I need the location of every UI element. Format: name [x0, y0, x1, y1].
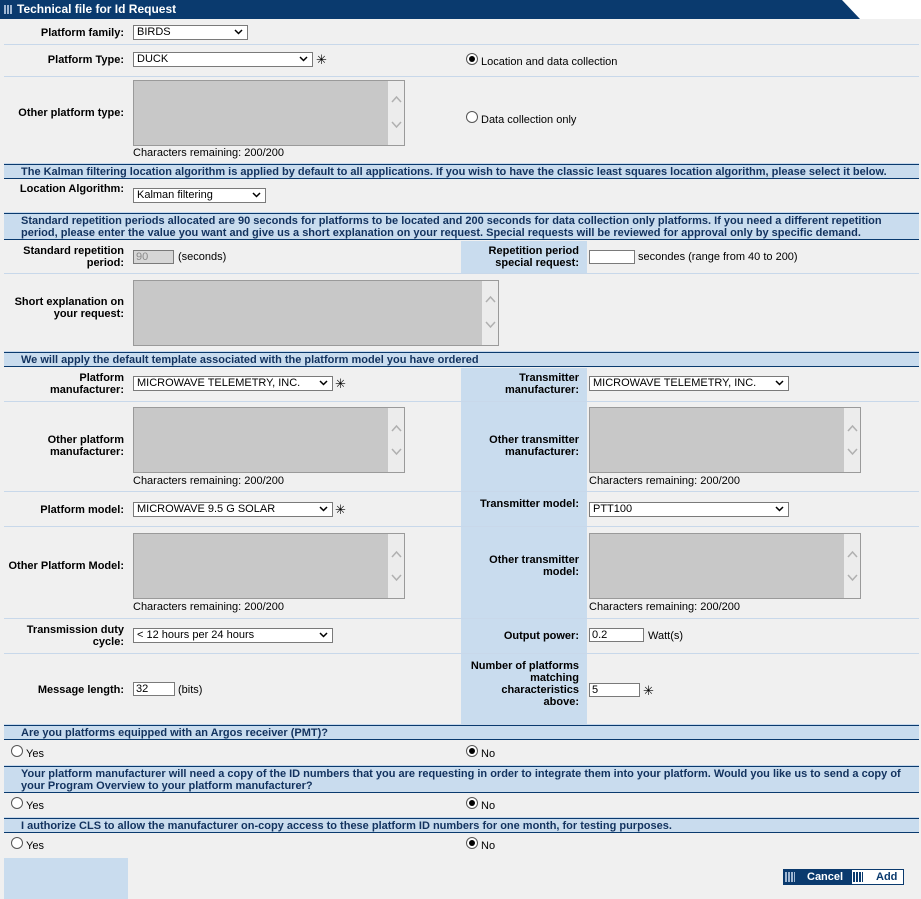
add-button[interactable]: [851, 869, 904, 885]
platform-model-value: MICROWAVE 9.5 G SOLAR: [137, 503, 276, 515]
location-data-radio[interactable]: [466, 53, 478, 65]
chevron-down-icon: [252, 190, 261, 199]
transmitter-model-value: PTT100: [593, 503, 633, 515]
chevron-up-icon: [391, 550, 402, 558]
chevron-down-icon: [319, 378, 328, 387]
authorize-yes-label: Yes: [26, 840, 44, 852]
pmt-yes-radio[interactable]: [11, 745, 23, 757]
row-pmt-answer: [4, 741, 919, 766]
other-platform-type-label: Other platform type:: [18, 107, 124, 119]
platform-model-select[interactable]: [133, 502, 333, 517]
pmt-info-band: Are you platforms equipped with an Argos receiver (PMT)?: [4, 725, 919, 740]
platform-type-value: DUCK: [137, 53, 169, 65]
location-algorithm-label: Location Algorithm:: [19, 183, 124, 195]
message-length-input[interactable]: 32: [133, 682, 175, 696]
location-algorithm-select[interactable]: [133, 188, 266, 203]
chevron-down-icon: [391, 121, 402, 129]
window-titlebar: [0, 0, 921, 19]
grid-icon: [785, 872, 795, 882]
cancel-button-label: Cancel: [807, 871, 844, 883]
platform-family-select[interactable]: [133, 25, 248, 40]
output-power-input[interactable]: 0.2: [589, 628, 644, 642]
num-platforms-label: Number of platforms matching characteristics above:: [470, 660, 579, 708]
chevron-down-icon: [391, 574, 402, 582]
platform-manufacturer-select[interactable]: [133, 376, 333, 391]
other-platform-type-textarea[interactable]: [133, 80, 405, 146]
other-platform-manufacturer-textarea[interactable]: [133, 407, 405, 473]
required-star-icon: ✳: [643, 683, 654, 698]
authorize-no-radio[interactable]: [466, 837, 478, 849]
special-rep-input[interactable]: [589, 250, 635, 264]
short-explanation-label: Short explanation on your request:: [14, 296, 124, 320]
duty-cycle-label: Transmission duty cycle:: [26, 624, 124, 648]
chevron-up-icon: [847, 424, 858, 432]
copy-yes-label: Yes: [26, 800, 44, 812]
short-explanation-textarea[interactable]: [133, 280, 499, 346]
data-only-radio[interactable]: [466, 111, 478, 123]
platform-manufacturer-label: Platform manufacturer:: [50, 372, 124, 396]
footer-left-cell: [4, 858, 128, 899]
chevron-down-icon: [847, 448, 858, 456]
scrollbar[interactable]: [482, 281, 498, 345]
transmitter-model-label: Transmitter model:: [479, 498, 579, 510]
chevron-down-icon: [485, 321, 496, 329]
required-star-icon: ✳: [335, 376, 346, 391]
scrollbar[interactable]: [388, 81, 404, 145]
other-platform-model-textarea[interactable]: [133, 533, 405, 599]
special-rep-label: Repetition period special request:: [488, 245, 579, 269]
copy-yes-radio[interactable]: [11, 797, 23, 809]
other-transmitter-model-textarea[interactable]: [589, 533, 861, 599]
location-data-label: Location and data collection: [481, 56, 618, 68]
other-platform-model-remaining: Characters remaining: 200/200: [133, 601, 285, 613]
chevron-down-icon: [391, 448, 402, 456]
chevron-down-icon: [775, 504, 784, 513]
other-platform-manufacturer-label: Other platform manufacturer:: [47, 434, 124, 458]
chevron-up-icon: [485, 295, 496, 303]
num-platforms-input[interactable]: 5: [589, 683, 640, 697]
message-length-unit: (bits): [178, 684, 203, 696]
other-platform-type-remaining: Characters remaining: 200/200: [133, 147, 285, 159]
special-rep-unit: secondes (range from 40 to 200): [638, 251, 798, 263]
chevron-down-icon: [775, 378, 784, 387]
scrollbar[interactable]: [844, 534, 860, 598]
pmt-no-label: No: [481, 748, 496, 760]
scrollbar[interactable]: [844, 408, 860, 472]
template-info-band: We will apply the default template associated with the platform model you have ordered: [4, 352, 919, 367]
output-power-unit: Watt(s): [648, 630, 684, 642]
platform-family-label: Platform family:: [40, 27, 124, 39]
cancel-button[interactable]: [783, 869, 851, 885]
duty-cycle-select[interactable]: [133, 628, 333, 643]
chevron-up-icon: [847, 550, 858, 558]
required-star-icon: ✳: [335, 502, 346, 517]
authorize-no-label: No: [481, 840, 496, 852]
scrollbar[interactable]: [388, 408, 404, 472]
other-platform-manufacturer-remaining: Characters remaining: 200/200: [133, 475, 285, 487]
other-transmitter-manufacturer-label: Other transmitter manufacturer:: [489, 434, 579, 458]
transmitter-manufacturer-value: MICROWAVE TELEMETRY, INC.: [593, 377, 757, 389]
copy-no-label: No: [481, 800, 496, 812]
add-button-label: Add: [876, 871, 898, 883]
chevron-down-icon: [847, 574, 858, 582]
platform-model-label: Platform model:: [40, 504, 124, 516]
chevron-down-icon: [234, 27, 243, 36]
standard-rep-unit: (seconds): [178, 251, 227, 263]
authorize-info-band: I authorize CLS to allow the manufacturer on-copy access to these platform ID numbers for one month, for testing purposes.: [4, 818, 919, 833]
authorize-yes-radio[interactable]: [11, 837, 23, 849]
platform-manufacturer-value: MICROWAVE TELEMETRY, INC.: [137, 377, 301, 389]
row-authorize-answer: [4, 834, 919, 857]
pmt-no-radio[interactable]: [466, 745, 478, 757]
chevron-down-icon: [319, 630, 328, 639]
kalman-info-band: The Kalman filtering location algorithm is applied by default to all applications. If you wish to have the classic least squares location algorithm, please select it below.: [4, 164, 919, 179]
location-algorithm-value: Kalman filtering: [137, 189, 213, 201]
required-star-icon: ✳: [316, 52, 327, 67]
transmitter-manufacturer-label: Transmitter manufacturer:: [505, 372, 579, 396]
other-platform-model-label: Other Platform Model:: [8, 560, 124, 572]
grid-icon: [853, 872, 863, 882]
data-only-label: Data collection only: [481, 114, 577, 126]
copy-no-radio[interactable]: [466, 797, 478, 809]
duty-cycle-value: < 12 hours per 24 hours: [137, 629, 255, 641]
pmt-yes-label: Yes: [26, 748, 44, 760]
row-copy-answer: [4, 794, 919, 818]
standard-rep-label: Standard repetition period:: [23, 245, 124, 269]
standard-rep-input: 90: [133, 250, 174, 264]
message-length-label: Message length:: [37, 684, 124, 696]
chevron-down-icon: [319, 504, 328, 513]
platform-type-label: Platform Type:: [47, 54, 124, 66]
platform-family-value: BIRDS: [137, 26, 171, 38]
transmitter-manufacturer-select[interactable]: [589, 376, 789, 391]
output-power-label: Output power:: [503, 630, 579, 642]
platform-type-select[interactable]: [133, 52, 313, 67]
transmitter-model-select[interactable]: [589, 502, 789, 517]
grid-icon: [4, 5, 13, 14]
other-transmitter-manufacturer-textarea[interactable]: [589, 407, 861, 473]
window-title: Technical file for Id Request: [17, 2, 177, 16]
repetition-info-band: Standard repetition periods allocated are 90 seconds for platforms to be located and 200 seconds for data collection only platforms. If you need a different repetition period, please enter the value you want and give us a short explanation on your request. Special requests will be reviewed for approval only by specific demand.: [4, 213, 919, 240]
chevron-up-icon: [391, 95, 402, 103]
chevron-down-icon: [299, 54, 308, 63]
copy-info-band: Your platform manufacturer will need a copy of the ID numbers that you are requesting in order to integrate them into your platform. Would you like us to send a copy of your Program Overview to your platform manufacturer?: [4, 766, 919, 793]
other-transmitter-manufacturer-remaining: Characters remaining: 200/200: [589, 475, 741, 487]
other-transmitter-model-label: Other transmitter model:: [489, 554, 579, 578]
chevron-up-icon: [391, 424, 402, 432]
other-transmitter-model-remaining: Characters remaining: 200/200: [589, 601, 741, 613]
scrollbar[interactable]: [388, 534, 404, 598]
